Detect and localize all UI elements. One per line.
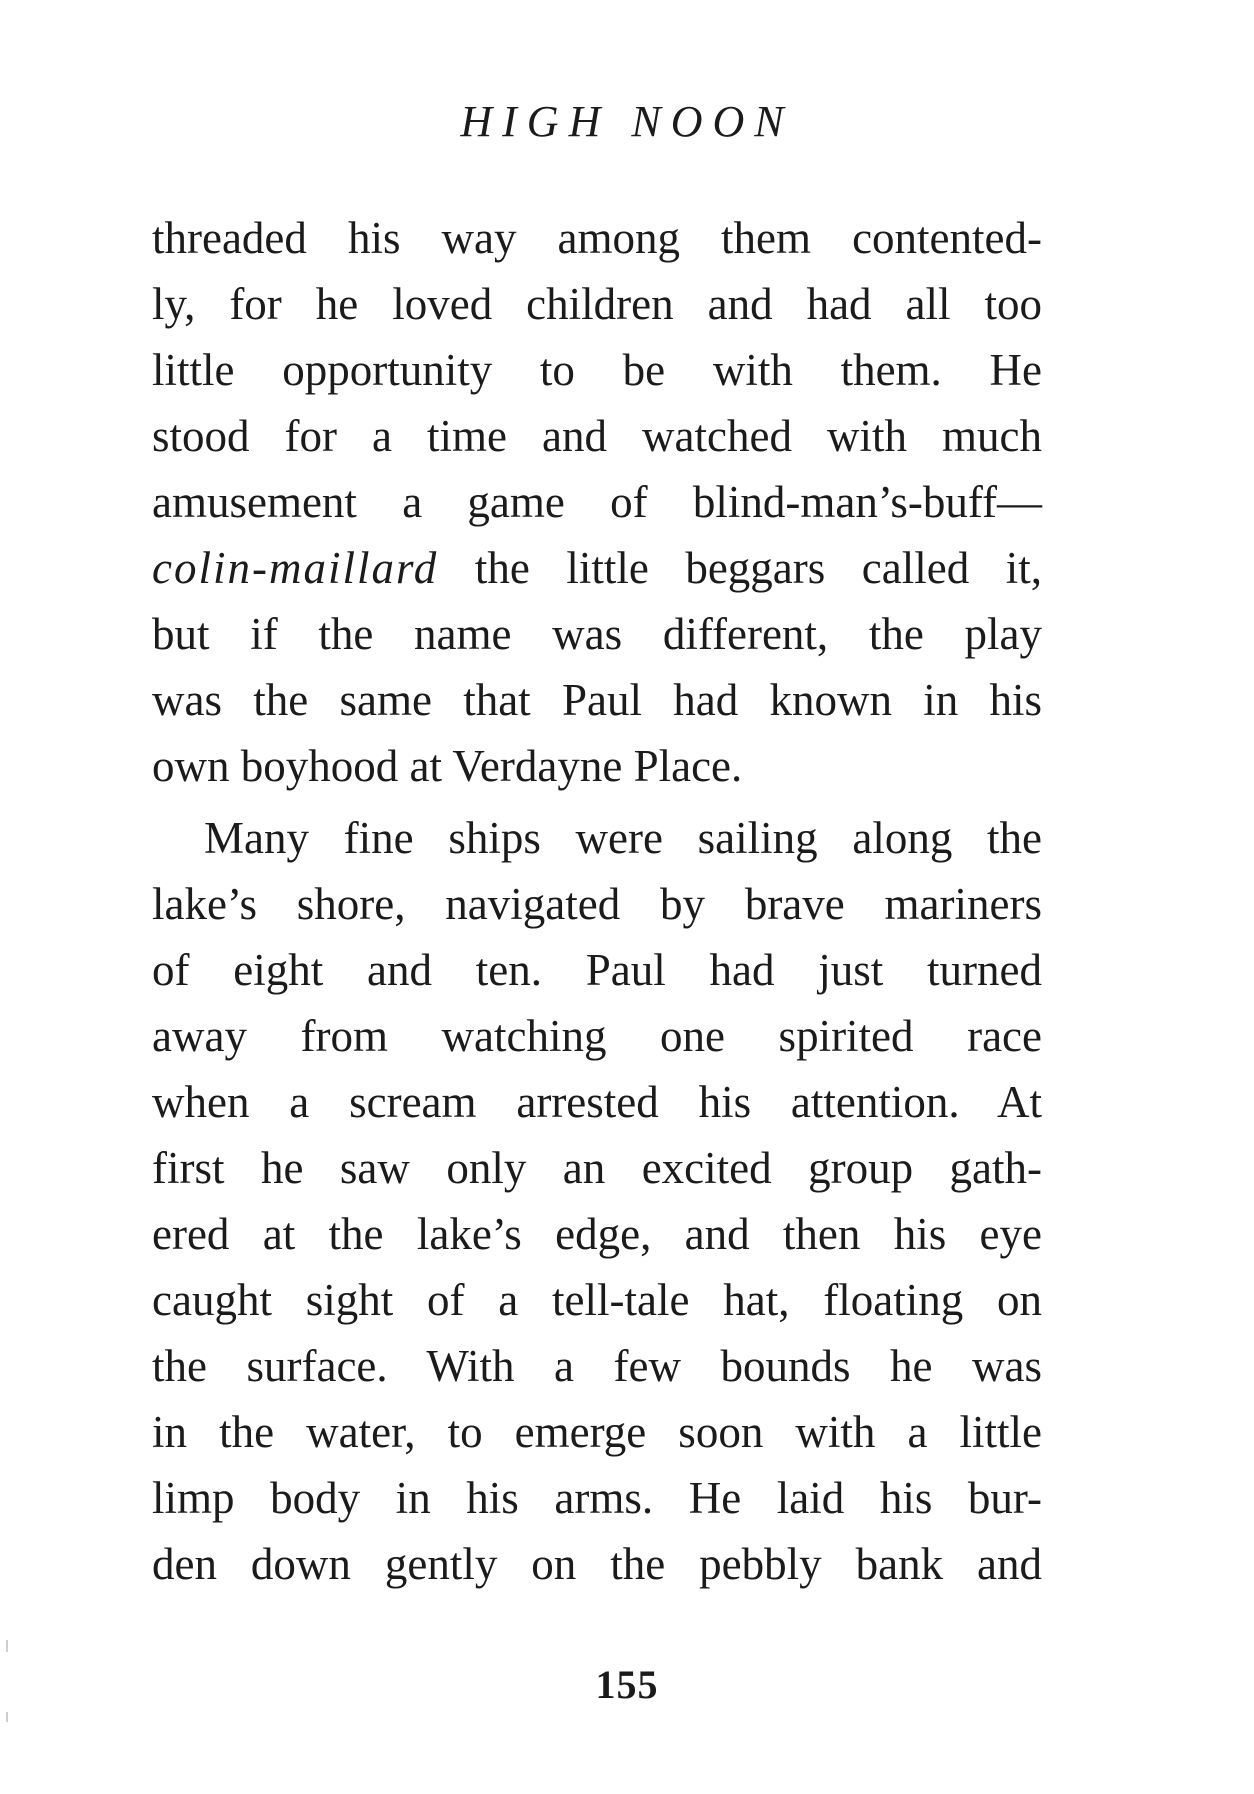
- text-line: little opportunity to be with them. He: [152, 345, 1042, 395]
- text-line-rest: the little beggars called it,: [438, 543, 1042, 593]
- text-line: away from watching one spirited race: [152, 1011, 1042, 1061]
- text-line: first he saw only an excited group gath-: [152, 1143, 1042, 1193]
- text-line: Many fine ships were sailing along the: [204, 813, 1042, 863]
- italic-term: colin-maillard: [152, 543, 439, 593]
- text-line: own boyhood at Verdayne Place.: [152, 741, 743, 791]
- text-line: caught sight of a tell-tale hat, floating on: [152, 1275, 1042, 1325]
- text-line: [152, 535, 1042, 601]
- scan-margin-speck: [6, 1640, 8, 1652]
- text-line: was the same that Paul had known in his: [152, 675, 1042, 725]
- text-line: the surface. With a few bounds he was: [152, 1341, 1042, 1391]
- text-line: threaded his way among them contented-: [152, 213, 1042, 263]
- text-line: lake’s shore, navigated by brave mariners: [152, 879, 1042, 929]
- text-line: when a scream arrested his attention. At: [152, 1077, 1042, 1127]
- text-line: in the water, to emerge soon with a little: [152, 1407, 1042, 1457]
- body-text: [152, 205, 1042, 1597]
- page-number: 155: [595, 1662, 659, 1707]
- text-line: limp body in his arms. He laid his bur-: [152, 1473, 1042, 1523]
- scan-margin-speck: [6, 1712, 8, 1722]
- text-line: but if the name was different, the play: [152, 609, 1042, 659]
- text-line: ered at the lake’s edge, and then his eye: [152, 1209, 1042, 1259]
- text-line: of eight and ten. Paul had just turned: [152, 945, 1042, 995]
- text-line: ly, for he loved children and had all too: [152, 279, 1042, 329]
- text-line: amusement a game of blind-man’s-buff—: [152, 477, 1042, 527]
- text-line: stood for a time and watched with much: [152, 411, 1042, 461]
- text-line: den down gently on the pebbly bank and: [152, 1539, 1042, 1589]
- running-head: HIGH NOON: [460, 97, 794, 146]
